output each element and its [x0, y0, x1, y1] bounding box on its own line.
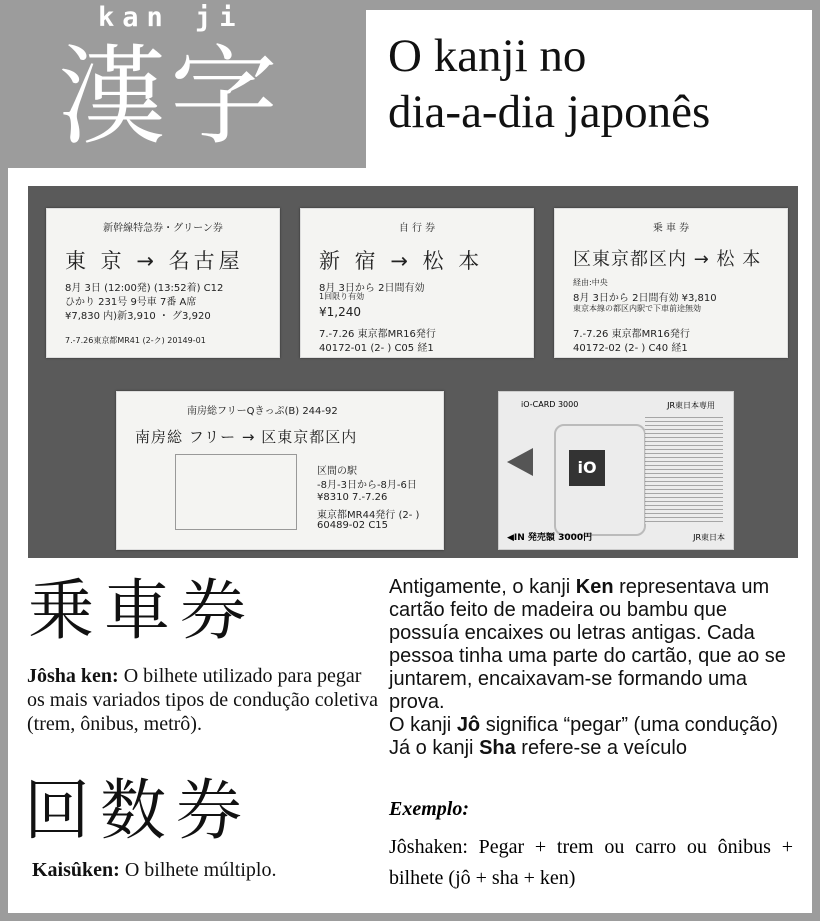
- josha-ken-definition: Jôsha ken: O bilhete utilizado para pegar os mais variados tipos de condução coletiva (trem, ônibus, metrô).: [27, 665, 379, 735]
- ticket-tokyo-matsumoto: 乗 車 券 区東京都区内 → 松 本 経由:中央 8月 3日から 2日間有効 ¥3,810 東京本線の都区内駅で下車前途無効 7.-7.26 東京都MR16発行 40172-02 (2- ) C40 経1: [554, 208, 788, 358]
- josha-ken-kanji: 乗車券: [28, 572, 256, 649]
- example-text: Jôshaken: Pegar + trem ou carro ou ônibus + bilhete (jô + sha + ken): [389, 836, 793, 889]
- tickets-photo: [28, 186, 798, 558]
- page-title: O kanji no dia-a-dia japonês: [388, 30, 711, 138]
- io-logo-icon: iO: [569, 450, 605, 486]
- kaisuken-kanji: 回数券: [24, 772, 252, 849]
- kanji-heading: 漢字: [58, 35, 283, 160]
- kaisuken-definition: Kaisûken: O bilhete múltiplo.: [32, 859, 277, 881]
- ticket-shinkansen: 新幹線特急券・グリーン券 東 京 → 名古屋 8月 3日 (12:00発) (13:52着) C12 ひかり 231号 9号車 7番 A席 ¥7,830 内)新3,910 ・ グ3,920 7.-7.26東京都MR41 (2-ク) 20149-01: [46, 208, 280, 358]
- io-card: iO-CARD 3000 JR東日本専用 iO ◀IN 発売額 3000円 JR東日本: [498, 391, 734, 550]
- example-label: Exemplo:: [389, 798, 469, 820]
- route-map: [175, 454, 297, 530]
- kanji-explanation: Antigamente, o kanji Ken representava um cartão feito de madeira ou bambu que possuía encaixes ou letras antigas. Cada pessoa tinha uma parte do cartão, que ao se juntarem, encaixavam-se formando uma prova. O kanji Jô significa “pegar” (uma condução) Já o kanji Sha refere-se a veículo: [389, 576, 786, 759]
- title-box: [366, 10, 812, 168]
- arrow-left-icon: [507, 448, 533, 476]
- ticket-minamiboso-free: 南房総フリーQきっぷ(B) 244-92 南房総 フリー → 区東京都区内 区間の駅 -8月-3日から-8月-6日 ¥8310 7.-7.26 東京都MR44発行 (2- ) 60489-02 C15: [116, 391, 444, 550]
- content-panel: [8, 168, 812, 913]
- kanji-reading: kan ji: [98, 2, 244, 33]
- ticket-shinjuku-matsumoto: 自 行 券 新 宿 → 松 本 8月 3日から 2日間有効 1回限り有効 ¥1,240 7.-7.26 東京都MR16発行 40172-01 (2- ) C05 経1: [300, 208, 534, 358]
- card-fine-print: [645, 414, 723, 524]
